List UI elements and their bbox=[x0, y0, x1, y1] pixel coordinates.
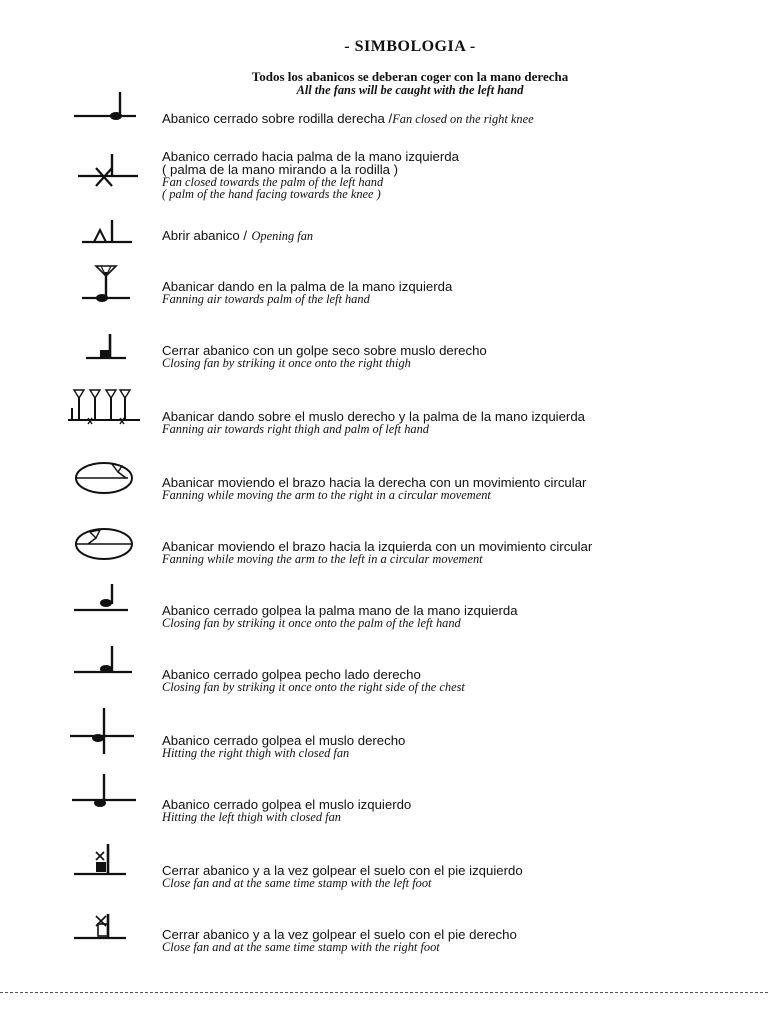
stamp-right-foot-icon bbox=[66, 902, 146, 956]
item-es: Abanico cerrado hacia palma de la mano izquierda bbox=[162, 149, 459, 164]
page-title: - SIMBOLOGIA - bbox=[344, 38, 476, 55]
item-en: Close fan and at the same time stamp with the right foot bbox=[162, 940, 440, 954]
hit-left-thigh-icon bbox=[64, 770, 144, 824]
strike-palm-icon bbox=[66, 580, 146, 634]
item-en: Hitting the left thigh with closed fan bbox=[162, 810, 341, 824]
hit-right-thigh-icon bbox=[64, 704, 144, 758]
item-es: Cerrar abanico y a la vez golpear el suelo con el pie derecho bbox=[162, 927, 517, 942]
item-es: Abanicar dando sobre el muslo derecho y la palma de la mano izquierda bbox=[162, 409, 585, 424]
circle-left-icon bbox=[70, 518, 150, 572]
item-en: Opening fan bbox=[251, 229, 314, 243]
item-en: Fanning while moving the arm to the left in a circular movement bbox=[162, 552, 483, 566]
page-divider bbox=[0, 992, 768, 993]
fan-closed-knee-icon bbox=[66, 88, 146, 142]
stamp-left-foot-icon bbox=[66, 836, 146, 890]
item-es: Abrir abanico / bbox=[162, 228, 248, 243]
open-fan-icon bbox=[66, 210, 146, 264]
item-es: Abanico cerrado golpea la palma mano de la mano izquierda bbox=[162, 603, 518, 618]
fan-closed-palm-icon bbox=[66, 148, 146, 202]
fanning-palm-icon bbox=[66, 262, 146, 316]
item-es: Abanicar dando en la palma de la mano izquierda bbox=[162, 279, 453, 294]
item-es: Abanicar moviendo el brazo hacia la izquierda con un movimiento circular bbox=[162, 539, 593, 554]
item-en: Fanning air towards right thigh and palm of left hand bbox=[162, 422, 429, 436]
item-es: Abanico cerrado golpea el muslo derecho bbox=[162, 733, 406, 748]
item-en-2: ( palm of the hand facing towards the knee ) bbox=[162, 187, 381, 201]
strike-chest-icon bbox=[66, 642, 146, 696]
item-es: Abanico cerrado golpea pecho lado derecho bbox=[162, 667, 421, 682]
item-en: Fanning air towards palm of the left hand bbox=[162, 292, 370, 306]
item-es: Cerrar abanico y a la vez golpear el suelo con el pie izquierdo bbox=[162, 863, 523, 878]
item-es: Abanico cerrado sobre rodilla derecha / bbox=[162, 111, 393, 126]
item-es-2: ( palma de la mano mirando a la rodilla ) bbox=[162, 162, 399, 177]
item-en: Closing fan by striking it once onto the right thigh bbox=[162, 356, 411, 370]
intro-english: All the fans will be caught with the left hand bbox=[296, 83, 524, 97]
item-en: Closing fan by striking it once onto the right side of the chest bbox=[162, 680, 465, 694]
item-en: Fan closed towards the palm of the left hand bbox=[162, 175, 384, 189]
item-en: Close fan and at the same time stamp with the left foot bbox=[162, 876, 432, 890]
item-en: Hitting the right thigh with closed fan bbox=[162, 746, 350, 760]
item-en: Fan closed on the right knee bbox=[392, 112, 534, 126]
circle-right-icon bbox=[70, 452, 150, 506]
fanning-thigh-palm-icon bbox=[64, 386, 144, 440]
item-es: Abanico cerrado golpea el muslo izquierdo bbox=[162, 797, 412, 812]
item-en: Closing fan by striking it once onto the palm of the left hand bbox=[162, 616, 461, 630]
intro-spanish: Todos los abanicos se deberan coger con la mano derecha bbox=[251, 69, 569, 84]
close-fan-thigh-icon bbox=[66, 326, 146, 380]
item-es: Cerrar abanico con un golpe seco sobre muslo derecho bbox=[162, 343, 487, 358]
item-en: Fanning while moving the arm to the right in a circular movement bbox=[162, 488, 491, 502]
item-es: Abanicar moviendo el brazo hacia la derecha con un movimiento circular bbox=[162, 475, 587, 490]
